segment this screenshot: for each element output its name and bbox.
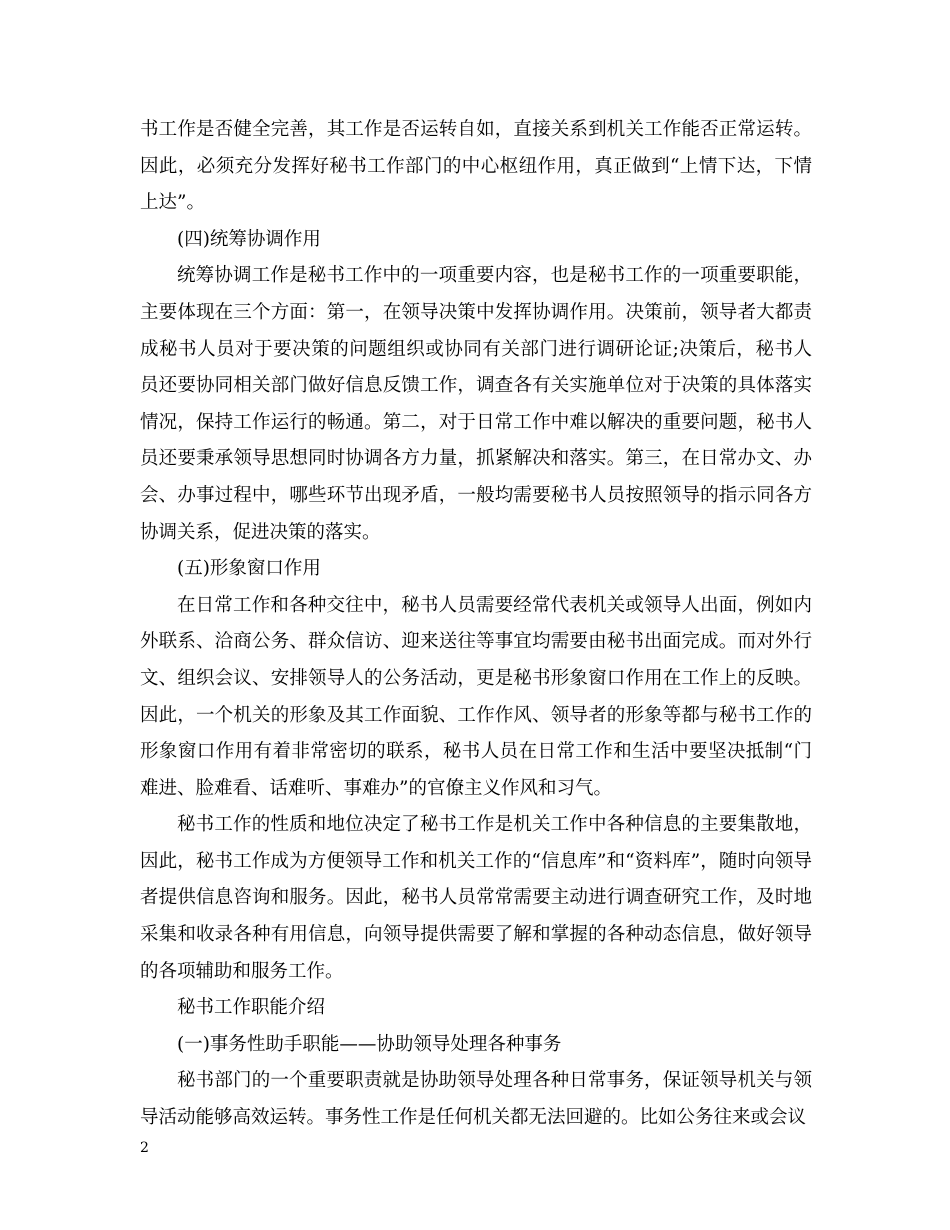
- section-heading-affairs-assistant: (一)事务性助手职能——协助领导处理各种事务: [177, 1033, 562, 1055]
- paragraph-image-window: 在日常工作和各种交往中，秘书人员需要经常代表机关或领导人出面，例如内外联系、洽商公务、群众信访、迎来送往等事宜均需要由秘书出面完成。而对外行文、组织会议、安排领导人的公务活动，更是秘书形象窗口作用在工作上的反映。因此，一个机关的形象及其工作面貌、工作作风、领导者的形象等都与秘书工作的形象窗口作用有着非常密切的联系，秘书人员在日常工作和生活中要坚决抵制“门难进、脸难看、话难听、事难办”的官僚主义作风和习气。: [140, 594, 812, 799]
- paragraph-affairs-assistant: 秘书部门的一个重要职责就是协助领导处理各种日常事务，保证领导机关与领导活动能够高效运转。事务性工作是任何机关都无法回避的。比如公务往来或会议: [140, 1070, 812, 1129]
- section-heading-coordination: (四)统筹协调作用: [177, 228, 321, 250]
- page-body: [140, 112, 812, 1137]
- paragraph-continuation: 书工作是否健全完善，其工作是否运转自如，直接关系到机关工作能否正常运转。因此，必须充分发挥好秘书工作部门的中心枢纽作用，真正做到“上情下达，下情上达”。: [140, 119, 812, 214]
- paragraph-information: 秘书工作的性质和地位决定了秘书工作是机关工作中各种信息的主要集散地，因此，秘书工作成为方便领导工作和机关工作的“信息库”和“资料库”，随时向领导者提供信息咨询和服务。因此，秘书人员常常需要主动进行调查研究工作，及时地采集和收录各种有用信息，向领导提供需要了解和掌握的各种动态信息，做好领导的各项辅助和服务工作。: [140, 814, 812, 982]
- page-number: 2: [140, 1140, 149, 1156]
- section-heading-functions: 秘书工作职能介绍: [177, 997, 326, 1019]
- section-heading-image-window: (五)形象窗口作用: [177, 558, 321, 580]
- paragraph-coordination: 统筹协调工作是秘书工作中的一项重要内容，也是秘书工作的一项重要职能，主要体现在三个方面：第一，在领导决策中发挥协调作用。决策前，领导者大都责成秘书人员对于要决策的问题组织或协同有关部门进行调研论证;决策后，秘书人员还要协同相关部门做好信息反馈工作，调查各有关实施单位对于决策的具体落实情况，保持工作运行的畅通。第二，对于日常工作中难以解决的重要问题，秘书人员还要秉承领导思想同时协调各方力量，抓紧解决和落实。第三，在日常办文、办会、办事过程中，哪些环节出现矛盾，一般均需要秘书人员按照领导的指示同各方协调关系，促进决策的落实。: [140, 265, 812, 543]
